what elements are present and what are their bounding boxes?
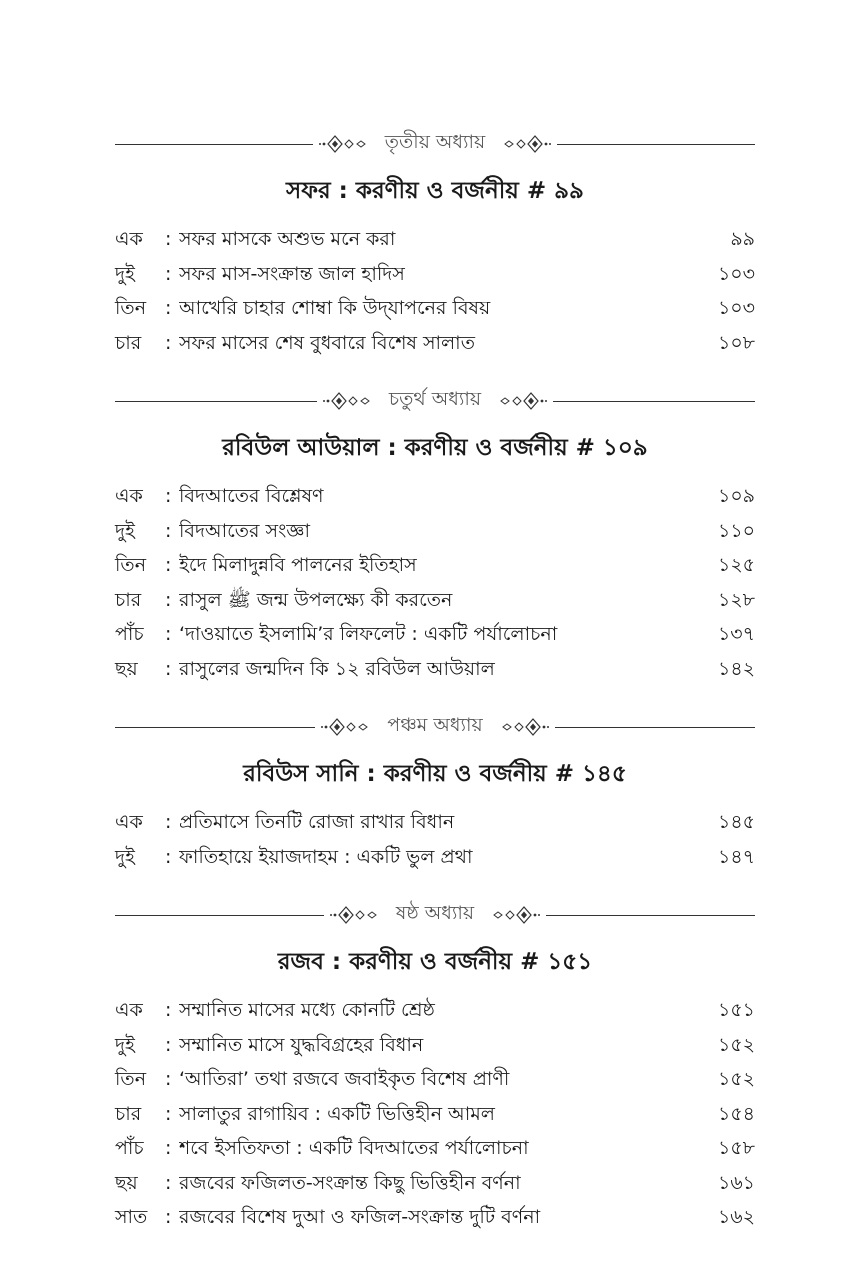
toc-entry[interactable] [115, 551, 755, 586]
toc-entry[interactable] [115, 517, 755, 552]
entry-title: সফর মাস-সংক্রান্ত জাল হাদিস [179, 262, 405, 285]
toc-entry[interactable] [115, 1203, 755, 1238]
ornament-right-icon [499, 134, 557, 154]
toc-entry[interactable] [115, 1065, 755, 1100]
chapter-title: রবিউল আউয়াল : করণীয় ও বর্জনীয় # ১০৯ [222, 435, 648, 461]
divider-rule-left [115, 727, 315, 728]
entry-number: এক [115, 999, 143, 1021]
toc-entry[interactable] [115, 620, 755, 655]
ornament-right-icon [497, 717, 555, 737]
toc-list [115, 225, 755, 363]
entry-number: তিন [115, 1068, 147, 1090]
diamond-ornament-icon [317, 134, 367, 154]
entry-title: বিদআতের বিশ্লেষণ [179, 485, 324, 507]
entry-page-number: ১২৫ [717, 554, 755, 576]
ornament-right-icon [488, 905, 546, 925]
divider-rule-right [553, 401, 755, 402]
diamond-ornament-icon [319, 717, 369, 737]
chapter-section [115, 383, 755, 689]
entry-page-number: ১৪২ [717, 657, 755, 680]
entry-number: দুই [115, 519, 135, 542]
entry-separator: : [165, 623, 172, 645]
chapter-section [115, 897, 755, 1238]
entry-number: ছয় [115, 657, 138, 680]
entry-separator: : [165, 1206, 172, 1228]
entry-title: ইদে মিলাদুন্নবি পালনের ইতিহাস [179, 554, 417, 576]
entry-page-number: ১৫২ [717, 1033, 755, 1056]
entry-page-number: ১০৩ [717, 297, 755, 319]
entry-title: ‘দাওয়াতে ইসলামি’র লিফলেট : একটি পর্যালোচনা [179, 623, 558, 645]
diamond-ornament-icon [492, 905, 542, 925]
entry-page-number: ১৫১ [718, 999, 755, 1021]
divider-rule-left [115, 915, 324, 916]
entry-separator: : [165, 228, 172, 250]
entry-page-number: ১১০ [717, 519, 755, 542]
toc-entry[interactable] [115, 586, 755, 621]
entry-title: আখেরি চাহার শোম্বা কি উদ্‌যাপনের বিষয় [179, 297, 491, 319]
diamond-ornament-icon [501, 717, 551, 737]
toc-entry[interactable] [115, 1169, 755, 1204]
entry-title: রজবের বিশেষ দুআ ও ফজিল-সংক্রান্ত দুটি বর্ণনা [179, 1206, 541, 1228]
entry-title: সফর মাসের শেষ বুধবারে বিশেষ সালাত [179, 331, 475, 354]
chapter-section [115, 126, 755, 363]
entry-title: সফর মাসকে অশুভ মনে করা [179, 228, 396, 250]
chapter-section [115, 709, 755, 877]
entry-separator: : [165, 262, 172, 285]
chapter-divider [115, 897, 755, 933]
entry-separator: : [165, 811, 172, 833]
entry-title: ফাতিহায়ে ইয়াজদাহম : একটি ভুল প্রথা [179, 845, 473, 868]
entry-title: সালাতুর রাগায়িব : একটি ভিত্তিহীন আমল [179, 1102, 495, 1125]
toc-list [115, 808, 755, 877]
chapter-label: তৃতীয় অধ্যায় [384, 131, 486, 153]
entry-number: দুই [115, 845, 135, 868]
entry-title: সম্মানিত মাসে যুদ্ধবিগ্রহের বিধান [179, 1033, 424, 1056]
entry-separator: : [165, 999, 172, 1021]
divider-rule-right [557, 144, 755, 145]
chapter-title: রজব : করণীয় ও বর্জনীয় # ১৫১ [277, 949, 593, 975]
toc-entry[interactable] [115, 1100, 755, 1135]
toc-entry[interactable] [115, 329, 755, 364]
entry-page-number: ১৫২ [717, 1068, 755, 1090]
entry-separator: : [165, 519, 172, 542]
entry-separator: : [165, 331, 172, 354]
entry-title: রাসুল ﷺ জন্ম উপলক্ষ্যে কী করতেন [179, 588, 453, 611]
entry-title: সম্মানিত মাসের মধ্যে কোনটি শ্রেষ্ঠ [179, 999, 435, 1021]
diamond-ornament-icon [499, 391, 549, 411]
toc-list [115, 996, 755, 1238]
entry-number: পাঁচ [115, 1137, 144, 1159]
ornament-right-icon [495, 391, 553, 411]
toc-entry[interactable] [115, 808, 755, 843]
chapter-label: চতুর্থ অধ্যায় [388, 388, 482, 410]
entry-number: দুই [115, 262, 135, 285]
entry-page-number: ১৬২ [717, 1206, 755, 1228]
entry-number: সাত [115, 1206, 148, 1228]
entry-page-number: ১২৮ [717, 588, 755, 611]
chapter-label: ষষ্ঠ অধ্যায় [395, 902, 475, 924]
chapter-title: রবিউস সানি : করণীয় ও বর্জনীয় # ১৪৫ [243, 761, 627, 787]
diamond-ornament-icon [328, 905, 378, 925]
entry-separator: : [165, 845, 172, 868]
entry-number: দুই [115, 1033, 135, 1056]
entry-page-number: ১০৩ [717, 262, 755, 285]
diamond-ornament-icon [503, 134, 553, 154]
entry-title: ‘আতিরা’ তথা রজবে জবাইকৃত বিশেষ প্রাণী [179, 1068, 510, 1090]
toc-entry[interactable] [115, 1134, 755, 1169]
entry-number: এক [115, 228, 143, 250]
table-of-contents [115, 126, 755, 1258]
diamond-ornament-icon [321, 391, 371, 411]
entry-separator: : [165, 657, 172, 680]
entry-page-number: ১৪৫ [718, 811, 755, 833]
entry-number: এক [115, 811, 143, 833]
chapter-divider [115, 126, 755, 162]
entry-title: শবে ইসতিফতা : একটি বিদআতের পর্যালোচনা [179, 1137, 529, 1159]
entry-page-number: ৯৯ [730, 228, 755, 250]
entry-page-number: ১০৮ [717, 331, 755, 354]
divider-rule-left [115, 401, 317, 402]
entry-number: ছয় [115, 1171, 138, 1194]
ornament-left-icon [315, 717, 373, 737]
entry-separator: : [165, 485, 172, 507]
entry-title: রাসুলের জন্মদিন কি ১২ রবিউল আউয়াল [179, 657, 495, 680]
toc-entry[interactable] [115, 260, 755, 295]
entry-separator: : [165, 297, 172, 319]
entry-separator: : [165, 1102, 172, 1125]
entry-number: পাঁচ [115, 623, 144, 645]
toc-entry[interactable] [115, 996, 755, 1031]
ornament-left-icon [317, 391, 375, 411]
entry-page-number: ১৬১ [717, 1171, 755, 1194]
chapter-divider [115, 709, 755, 745]
entry-number: এক [115, 485, 143, 507]
toc-entry[interactable] [115, 655, 755, 690]
entry-separator: : [165, 554, 172, 576]
ornament-left-icon [313, 134, 371, 154]
entry-title: প্রতিমাসে তিনটি রোজা রাখার বিধান [179, 811, 455, 833]
divider-rule-left [115, 144, 313, 145]
chapter-title: সফর : করণীয় ও বর্জনীয় # ৯৯ [286, 178, 584, 204]
entry-title: রজবের ফজিলত-সংক্রান্ত কিছু ভিত্তিহীন বর্ণনা [179, 1171, 521, 1194]
entry-page-number: ১৩৭ [717, 623, 755, 645]
chapter-label: পঞ্চম অধ্যায় [387, 714, 483, 736]
entry-number: তিন [115, 297, 147, 319]
toc-entry[interactable] [115, 843, 755, 878]
toc-list [115, 482, 755, 689]
entry-separator: : [165, 1033, 172, 1056]
toc-entry[interactable] [115, 482, 755, 517]
entry-number: চার [115, 588, 142, 611]
entry-page-number: ১৪৭ [717, 845, 755, 868]
toc-entry[interactable] [115, 225, 755, 260]
entry-number: তিন [115, 554, 147, 576]
entry-separator: : [165, 588, 172, 611]
divider-rule-right [546, 915, 755, 916]
entry-number: চার [115, 331, 142, 354]
entry-page-number: ১৫৪ [718, 1102, 755, 1125]
entry-separator: : [165, 1171, 172, 1194]
chapter-divider [115, 383, 755, 419]
divider-rule-right [555, 727, 755, 728]
entry-title: বিদআতের সংজ্ঞা [179, 519, 310, 542]
entry-separator: : [165, 1068, 172, 1090]
entry-page-number: ১০৯ [717, 485, 755, 507]
toc-entry[interactable] [115, 1031, 755, 1066]
toc-entry[interactable] [115, 294, 755, 329]
entry-page-number: ১৫৮ [718, 1137, 755, 1159]
ornament-left-icon [324, 905, 382, 925]
entry-separator: : [165, 1137, 172, 1159]
entry-number: চার [115, 1102, 142, 1125]
